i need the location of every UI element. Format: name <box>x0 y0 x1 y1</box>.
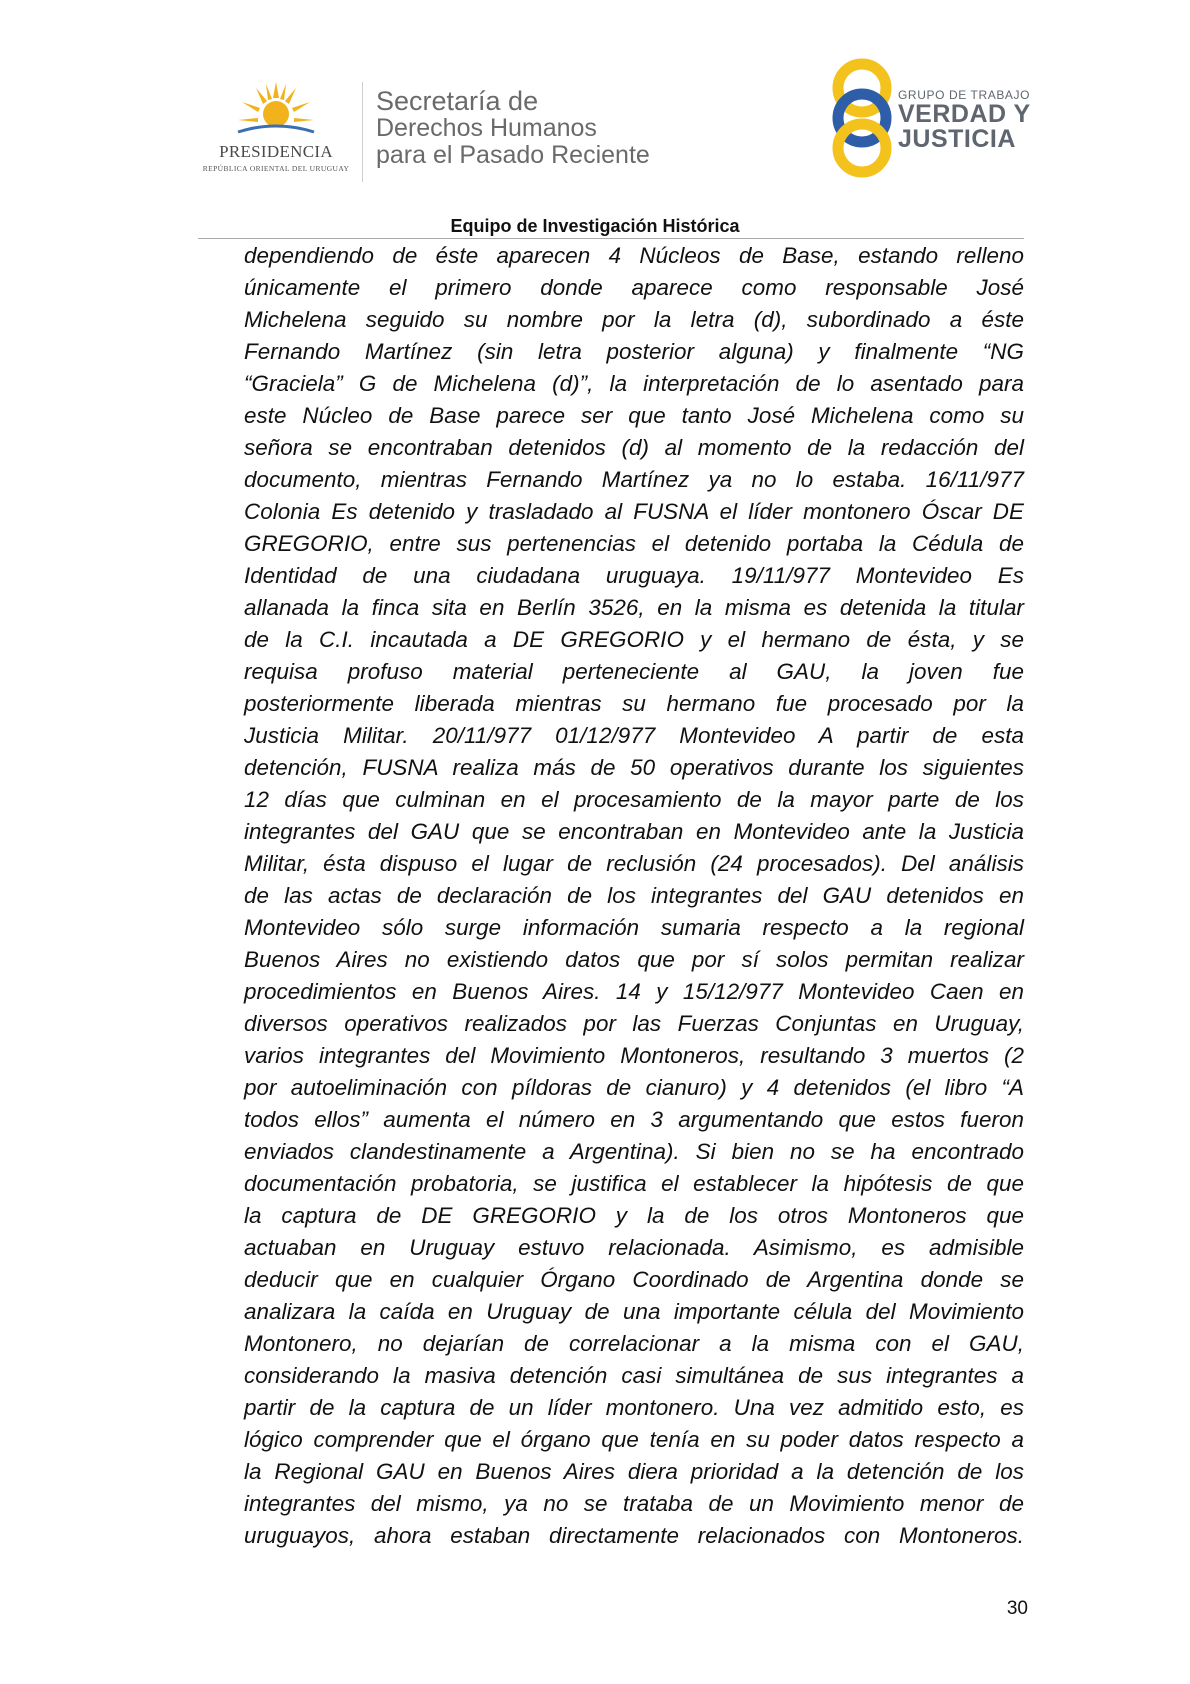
text-line: integrantes del GAU que se encontraban en Montevideo ante la Justicia <box>244 819 1024 844</box>
page-header <box>0 0 1190 240</box>
text-line: Fernando Martínez (sin letra posterior alguna) y finalmente “NG <box>244 339 1024 364</box>
text-line: Buenos Aires no existiendo datos que por sí solos permitan realizar <box>244 947 1024 972</box>
text-line: considerando la masiva detención casi simultánea de sus integrantes a <box>244 1363 1024 1388</box>
text-line: Identidad de una ciudadana uruguaya. 19/11/977 Montevideo Es <box>244 563 1024 588</box>
text-line: Militar, ésta dispuso el lugar de reclusión (24 procesados). Del análisis <box>244 851 1024 876</box>
team-title: Equipo de Investigación Histórica <box>450 216 740 236</box>
text-line: integrantes del mismo, ya no se trataba de un Movimiento menor de <box>244 1491 1024 1516</box>
text-line: varios integrantes del Movimiento Montoneros, resultando 3 muertos (2 <box>244 1043 1024 1068</box>
text-line: Colonia Es detenido y trasladado al FUSNA el líder montonero Óscar DE <box>244 499 1024 524</box>
sun-icon <box>236 80 316 140</box>
grupo-trabajo-logo-text <box>898 88 1031 152</box>
header-divider <box>362 82 363 182</box>
grupo-line-1: GRUPO DE TRABAJO <box>898 88 1031 102</box>
page-number: 30 <box>1006 1598 1028 1619</box>
text-line: GREGORIO, entre sus pertenencias el detenido portaba la Cédula de <box>244 531 1024 556</box>
text-line: Justicia Militar. 20/11/977 01/12/977 Montevideo A partir de esta <box>244 723 1024 748</box>
text-line: dependiendo de éste aparecen 4 Núcleos de Base, estando relleno <box>244 243 1024 268</box>
text-line: posteriormente liberada mientras su hermano fue procesado por la <box>244 691 1024 716</box>
text-line: procedimientos en Buenos Aires. 14 y 15/12/977 Montevideo Caen en <box>244 979 1024 1004</box>
rings-icon <box>820 56 910 180</box>
text-line: la Regional GAU en Buenos Aires diera prioridad a la detención de los <box>244 1459 1024 1484</box>
text-line: por autoeliminación con píldoras de cianuro) y 4 detenidos (el libro “A <box>244 1075 1024 1100</box>
text-line: lógico comprender que el órgano que tenía en su poder datos respecto a <box>244 1427 1024 1452</box>
text-line: documento, mientras Fernando Martínez ya no lo estaba. 16/11/977 <box>244 467 1024 492</box>
text-line: uruguayos, ahora estaban directamente relacionados con Montoneros. <box>244 1523 1024 1548</box>
presidencia-logo <box>196 80 356 180</box>
text-line: documentación probatoria, se justifica el establecer la hipótesis de que <box>244 1171 1024 1196</box>
text-line: 12 días que culminan en el procesamiento de la mayor parte de los <box>244 787 1024 812</box>
header-rule <box>198 238 1024 239</box>
grupo-line-2: VERDAD Y <box>898 100 1031 128</box>
text-line: “Graciela” G de Michelena (d)”, la interpretación de lo asentado para <box>244 371 1024 396</box>
text-line: únicamente el primero donde aparece como responsable José <box>244 275 1024 300</box>
text-line: allanada la finca sita en Berlín 3526, en la misma es detenida la titular <box>244 595 1024 620</box>
text-line: detención, FUSNA realiza más de 50 operativos durante los siguientes <box>244 755 1024 780</box>
text-line: Montonero, no dejarían de correlacionar a la misma con el GAU, <box>244 1331 1024 1356</box>
presidencia-subtitle: REPÚBLICA ORIENTAL DEL URUGUAY <box>202 164 350 173</box>
secretaria-line-2: Derechos Humanos <box>376 114 597 142</box>
text-line: diversos operativos realizados por las Fuerzas Conjuntas en Uruguay, <box>244 1011 1024 1036</box>
text-line: todos ellos” aumenta el número en 3 argumentando que estos fueron <box>244 1107 1024 1132</box>
text-line: enviados clandestinamente a Argentina). Si bien no se ha encontrado <box>244 1139 1024 1164</box>
text-line: requisa profuso material perteneciente al GAU, la joven fue <box>244 659 1024 684</box>
text-line: Montevideo sólo surge información sumaria respecto a la regional <box>244 915 1024 940</box>
text-line: actuaban en Uruguay estuvo relacionada. Asimismo, es admisible <box>244 1235 1024 1260</box>
text-line: de la C.I. incautada a DE GREGORIO y el hermano de ésta, y se <box>244 627 1024 652</box>
text-line: de las actas de declaración de los integrantes del GAU detenidos en <box>244 883 1024 908</box>
text-line: la captura de DE GREGORIO y la de los otros Montoneros que <box>244 1203 1024 1228</box>
text-line: partir de la captura de un líder montonero. Una vez admitido esto, es <box>244 1395 1024 1420</box>
text-line: señora se encontraban detenidos (d) al momento de la redacción del <box>244 435 1024 460</box>
text-line: analizara la caída en Uruguay de una importante célula del Movimiento <box>244 1299 1024 1324</box>
text-line: este Núcleo de Base parece ser que tanto José Michelena como su <box>244 403 1024 428</box>
body-paragraph <box>244 240 1024 1552</box>
secretaria-line-1: Secretaría de <box>376 86 539 116</box>
text-line: deducir que en cualquier Órgano Coordinado de Argentina donde se <box>244 1267 1024 1292</box>
secretaria-line-3: para el Pasado Reciente <box>376 141 650 169</box>
grupo-line-3: JUSTICIA <box>898 125 1016 153</box>
text-line: Michelena seguido su nombre por la letra (d), subordinado a éste <box>244 307 1024 332</box>
presidencia-name: PRESIDENCIA <box>219 142 333 161</box>
secretaria-title <box>376 88 650 169</box>
